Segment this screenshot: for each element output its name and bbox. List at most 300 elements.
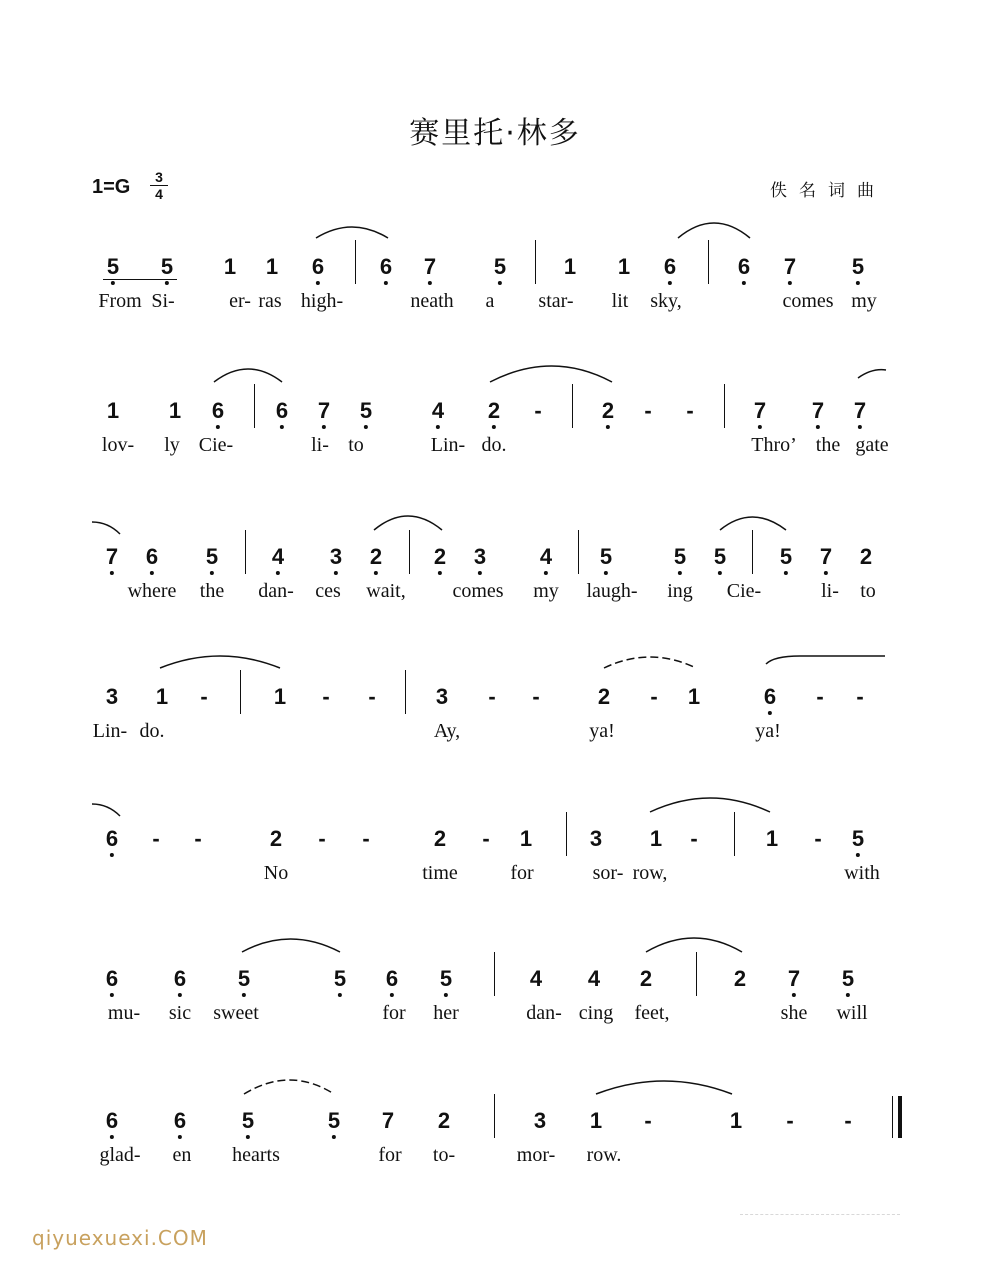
octave-dot (178, 1135, 182, 1139)
note (640, 966, 652, 992)
note-symbol: 5 (333, 966, 347, 991)
note-symbol: 6 (385, 966, 399, 991)
octave-dot (338, 993, 342, 997)
note (424, 254, 436, 280)
lyric-syllable: feet, (634, 1002, 670, 1024)
note (382, 1108, 394, 1134)
lyric-syllable: comes (452, 580, 504, 602)
octave-dot (322, 425, 326, 429)
barline (245, 530, 246, 574)
lyric-syllable: time (422, 862, 458, 884)
note-symbol: - (690, 826, 698, 851)
note-symbol: 6 (105, 966, 119, 991)
note (564, 254, 576, 280)
slur (214, 369, 282, 382)
barline (696, 952, 697, 996)
note-symbol: 2 (601, 398, 615, 423)
note-symbol: 5 (599, 544, 613, 569)
note (812, 398, 824, 424)
note (820, 544, 832, 570)
octave-dot (718, 571, 722, 575)
lyric-syllable: mu- (107, 1002, 141, 1024)
note-symbol: 3 (473, 544, 487, 569)
note (598, 684, 610, 710)
note-symbol: 6 (763, 684, 777, 709)
slur (596, 1081, 732, 1094)
barline (405, 670, 406, 714)
note (734, 966, 746, 992)
octave-dot (111, 281, 115, 285)
lyric-syllable: a (485, 290, 495, 312)
slur (244, 1080, 334, 1094)
note-symbol: 4 (431, 398, 445, 423)
slur (374, 516, 442, 530)
hold-dash (686, 398, 693, 424)
note (852, 826, 864, 852)
slur (766, 656, 885, 664)
lyric-syllable: for (510, 862, 534, 884)
slur (490, 366, 612, 382)
note-symbol: 7 (787, 966, 801, 991)
note (842, 966, 854, 992)
note-symbol: 5 (237, 966, 251, 991)
slur (242, 939, 340, 952)
meter-bottom: 4 (155, 186, 163, 202)
barline (724, 384, 725, 428)
note (174, 1108, 186, 1134)
note-symbol: 4 (271, 544, 285, 569)
note (714, 544, 726, 570)
note (534, 1108, 546, 1134)
key-signature: 1=G (92, 176, 131, 198)
octave-dot (678, 571, 682, 575)
note (330, 544, 342, 570)
note-symbol: 5 (439, 966, 453, 991)
note (206, 544, 218, 570)
hold-dash (194, 826, 201, 852)
lyric-syllable: where (127, 580, 177, 602)
octave-dot (816, 425, 820, 429)
note (174, 966, 186, 992)
hold-dash (650, 684, 657, 710)
lyric-syllable: gate (855, 434, 889, 456)
barline (355, 240, 356, 284)
lyric-syllable: From (98, 290, 142, 312)
barline (409, 530, 410, 574)
note-symbol: 3 (329, 544, 343, 569)
lyric-syllable: her (433, 1002, 459, 1024)
note-symbol: 3 (589, 826, 603, 851)
lyric-syllable: sky, (650, 290, 682, 312)
divider (740, 1214, 900, 1215)
note (494, 254, 506, 280)
note-symbol: 6 (105, 826, 119, 851)
note-symbol: 7 (381, 1108, 395, 1133)
lyric-syllable: Ay, (433, 720, 461, 742)
note (318, 398, 330, 424)
note (730, 1108, 742, 1134)
note (270, 826, 282, 852)
barline (734, 812, 735, 856)
octave-dot (856, 281, 860, 285)
octave-dot (276, 571, 280, 575)
note-symbol: - (856, 684, 864, 709)
note (780, 544, 792, 570)
octave-dot (216, 425, 220, 429)
hold-dash (786, 1108, 793, 1134)
lyric-syllable: ras (258, 290, 282, 312)
slur (678, 223, 750, 238)
note-symbol: 5 (713, 544, 727, 569)
octave-dot (824, 571, 828, 575)
lyric-syllable: glad- (99, 1144, 141, 1166)
barline (752, 530, 753, 574)
note (588, 966, 600, 992)
note-symbol: 6 (105, 1108, 119, 1133)
lyric-syllable: dan- (258, 580, 294, 602)
note (161, 254, 173, 280)
hold-dash (200, 684, 207, 710)
note-symbol: 5 (327, 1108, 341, 1133)
barline (572, 384, 573, 428)
octave-dot (444, 993, 448, 997)
note-symbol: - (368, 684, 376, 709)
octave-dot (758, 425, 762, 429)
lyric-syllable: ly (164, 434, 180, 456)
lyric-syllable: she (780, 1002, 808, 1024)
song-title: 赛里托·林多 (409, 116, 581, 151)
note (146, 544, 158, 570)
octave-dot (846, 993, 850, 997)
octave-dot (606, 425, 610, 429)
octave-dot (110, 853, 114, 857)
note-symbol: 5 (493, 254, 507, 279)
lyric-syllable: row. (586, 1144, 622, 1166)
lyric-syllable: er- (229, 290, 251, 312)
note-symbol: 1 (649, 826, 663, 851)
note-symbol: 1 (563, 254, 577, 279)
octave-dot (364, 425, 368, 429)
hold-dash (644, 1108, 651, 1134)
note (438, 1108, 450, 1134)
note (474, 544, 486, 570)
lyric-syllable: Cie- (198, 434, 234, 456)
octave-dot (374, 571, 378, 575)
note-symbol: 1 (106, 398, 120, 423)
barline (566, 812, 567, 856)
hold-dash (318, 826, 325, 852)
octave-dot (668, 281, 672, 285)
watermark: qiyuexuexi.COM (32, 1226, 208, 1250)
note (434, 826, 446, 852)
note (852, 254, 864, 280)
octave-dot (498, 281, 502, 285)
lyric-syllable: sor- (592, 862, 624, 884)
note (360, 398, 372, 424)
note (854, 398, 866, 424)
note-symbol: 4 (539, 544, 553, 569)
octave-dot (332, 1135, 336, 1139)
slur (92, 804, 120, 816)
note-symbol: 1 (687, 684, 701, 709)
note-symbol: 6 (737, 254, 751, 279)
note-symbol: 1 (168, 398, 182, 423)
lyric-syllable: hearts (232, 1144, 280, 1166)
note-symbol: 5 (205, 544, 219, 569)
slur (858, 370, 886, 378)
lyric-syllable: wait, (366, 580, 406, 602)
note (272, 544, 284, 570)
note (386, 966, 398, 992)
note-symbol: 7 (105, 544, 119, 569)
octave-dot (436, 425, 440, 429)
note-symbol: 7 (819, 544, 833, 569)
slur (92, 522, 120, 534)
octave-dot (858, 425, 862, 429)
octave-dot (856, 853, 860, 857)
octave-dot (492, 425, 496, 429)
note-symbol: 2 (859, 544, 873, 569)
note (276, 398, 288, 424)
octave-dot (280, 425, 284, 429)
note-symbol: 1 (273, 684, 287, 709)
lyric-syllable: to (860, 580, 876, 602)
note-symbol: 6 (275, 398, 289, 423)
note (156, 684, 168, 710)
lyric-syllable: the (815, 434, 841, 456)
note (334, 966, 346, 992)
note-symbol: 2 (269, 826, 283, 851)
note (106, 544, 118, 570)
note (530, 966, 542, 992)
note-symbol: - (650, 684, 658, 709)
note (106, 966, 118, 992)
hold-dash (152, 826, 159, 852)
octave-dot (242, 993, 246, 997)
note (432, 398, 444, 424)
credit-text: 佚名词曲 (770, 181, 886, 201)
note (540, 544, 552, 570)
note-symbol: 2 (437, 1108, 451, 1133)
hold-dash (532, 684, 539, 710)
lyric-syllable: to (348, 434, 364, 456)
note-symbol: - (686, 398, 694, 423)
note (440, 966, 452, 992)
note-symbol: 5 (851, 254, 865, 279)
note-symbol: 6 (379, 254, 393, 279)
lyric-syllable: Thro’ (751, 434, 797, 456)
hold-dash (856, 684, 863, 710)
note (238, 966, 250, 992)
note-symbol: 5 (241, 1108, 255, 1133)
lyric-syllable: li- (821, 580, 839, 602)
note (266, 254, 278, 280)
note-symbol: - (644, 1108, 652, 1133)
note (106, 1108, 118, 1134)
lyric-syllable: the (199, 580, 225, 602)
barline (708, 240, 709, 284)
slur (160, 656, 280, 668)
octave-dot (742, 281, 746, 285)
note (784, 254, 796, 280)
note-symbol: - (488, 684, 496, 709)
hold-dash (816, 684, 823, 710)
lyric-syllable: with (844, 862, 880, 884)
lyric-syllable: li- (311, 434, 329, 456)
note-symbol: - (482, 826, 490, 851)
note (860, 544, 872, 570)
lyric-syllable: my (851, 290, 877, 312)
note (212, 398, 224, 424)
lyric-syllable: laugh- (586, 580, 638, 602)
note (107, 398, 119, 424)
octave-dot (334, 571, 338, 575)
note-symbol: 2 (433, 826, 447, 851)
note-symbol: - (362, 826, 370, 851)
note-symbol: - (844, 1108, 852, 1133)
note (688, 684, 700, 710)
note-symbol: 6 (145, 544, 159, 569)
note-symbol: - (532, 684, 540, 709)
note (766, 826, 778, 852)
lyric-syllable: cing (578, 1002, 614, 1024)
note-symbol: 2 (369, 544, 383, 569)
note-symbol: 5 (160, 254, 174, 279)
lyric-syllable: comes (782, 290, 834, 312)
barline (494, 1094, 495, 1138)
note-symbol: - (152, 826, 160, 851)
slur (646, 938, 742, 952)
hold-dash (814, 826, 821, 852)
lyric-syllable: neath (410, 290, 454, 312)
slur (316, 227, 388, 238)
note-symbol: 3 (105, 684, 119, 709)
hold-dash (690, 826, 697, 852)
note (590, 826, 602, 852)
lyric-syllable: lit (611, 290, 629, 312)
note-symbol: 2 (597, 684, 611, 709)
note-symbol: - (816, 684, 824, 709)
note-symbol: 1 (617, 254, 631, 279)
octave-dot (438, 571, 442, 575)
lyric-syllable: sic (168, 1002, 192, 1024)
note-symbol: 5 (841, 966, 855, 991)
octave-dot (478, 571, 482, 575)
lyric-syllable: mor- (516, 1144, 556, 1166)
note (106, 684, 118, 710)
note (370, 544, 382, 570)
note-symbol: 7 (811, 398, 825, 423)
note (618, 254, 630, 280)
hold-dash (362, 826, 369, 852)
lyric-syllable: do. (481, 434, 507, 456)
note (169, 398, 181, 424)
octave-dot (428, 281, 432, 285)
barline (494, 952, 495, 996)
lyric-syllable: Lin- (92, 720, 128, 742)
lyric-syllable: my (533, 580, 559, 602)
note-symbol: - (322, 684, 330, 709)
lyric-syllable: high- (300, 290, 344, 312)
barline (535, 240, 536, 284)
lyric-syllable: ing (667, 580, 693, 602)
note (520, 826, 532, 852)
barline (254, 384, 255, 428)
lyric-syllable: ya! (755, 720, 781, 742)
note-symbol: 3 (435, 684, 449, 709)
note-symbol: 5 (851, 826, 865, 851)
lyric-syllable: lov- (101, 434, 135, 456)
note-symbol: 5 (673, 544, 687, 569)
lyric-syllable: ces (315, 580, 341, 602)
note (242, 1108, 254, 1134)
note-symbol: - (194, 826, 202, 851)
lyric-syllable: en (172, 1144, 192, 1166)
hold-dash (482, 826, 489, 852)
octave-dot (110, 1135, 114, 1139)
note (434, 544, 446, 570)
lyric-syllable: sweet (213, 1002, 259, 1024)
note-symbol: 6 (211, 398, 225, 423)
note-symbol: - (534, 398, 542, 423)
lyric-syllable: star- (538, 290, 574, 312)
hold-dash (322, 684, 329, 710)
note-symbol: 4 (587, 966, 601, 991)
note-symbol: - (200, 684, 208, 709)
note-symbol: 7 (317, 398, 331, 423)
octave-dot (316, 281, 320, 285)
hold-dash (844, 1108, 851, 1134)
barline (578, 530, 579, 574)
note-symbol: 5 (359, 398, 373, 423)
octave-dot (246, 1135, 250, 1139)
lyric-syllable: for (382, 1002, 406, 1024)
octave-dot (390, 993, 394, 997)
hold-dash (644, 398, 651, 424)
lyric-syllable: to- (432, 1144, 456, 1166)
octave-dot (210, 571, 214, 575)
beam-underline (103, 279, 177, 280)
lyric-syllable: do. (139, 720, 165, 742)
note (664, 254, 676, 280)
note-symbol: 1 (729, 1108, 743, 1133)
note-symbol: 5 (106, 254, 120, 279)
note-symbol: 2 (433, 544, 447, 569)
time-signature (148, 170, 170, 201)
octave-dot (150, 571, 154, 575)
octave-dot (384, 281, 388, 285)
note-symbol: - (786, 1108, 794, 1133)
lyric-syllable: Cie- (726, 580, 762, 602)
lyric-syllable: ya! (589, 720, 615, 742)
final-barline-thin (892, 1096, 893, 1138)
slur (720, 517, 786, 530)
note (738, 254, 750, 280)
slur (604, 657, 696, 668)
note (328, 1108, 340, 1134)
note (274, 684, 286, 710)
barline (240, 670, 241, 714)
hold-dash (534, 398, 541, 424)
octave-dot (788, 281, 792, 285)
lyric-syllable: dan- (526, 1002, 562, 1024)
note (674, 544, 686, 570)
note-symbol: 3 (533, 1108, 547, 1133)
note (754, 398, 766, 424)
octave-dot (165, 281, 169, 285)
octave-dot (544, 571, 548, 575)
note (602, 398, 614, 424)
